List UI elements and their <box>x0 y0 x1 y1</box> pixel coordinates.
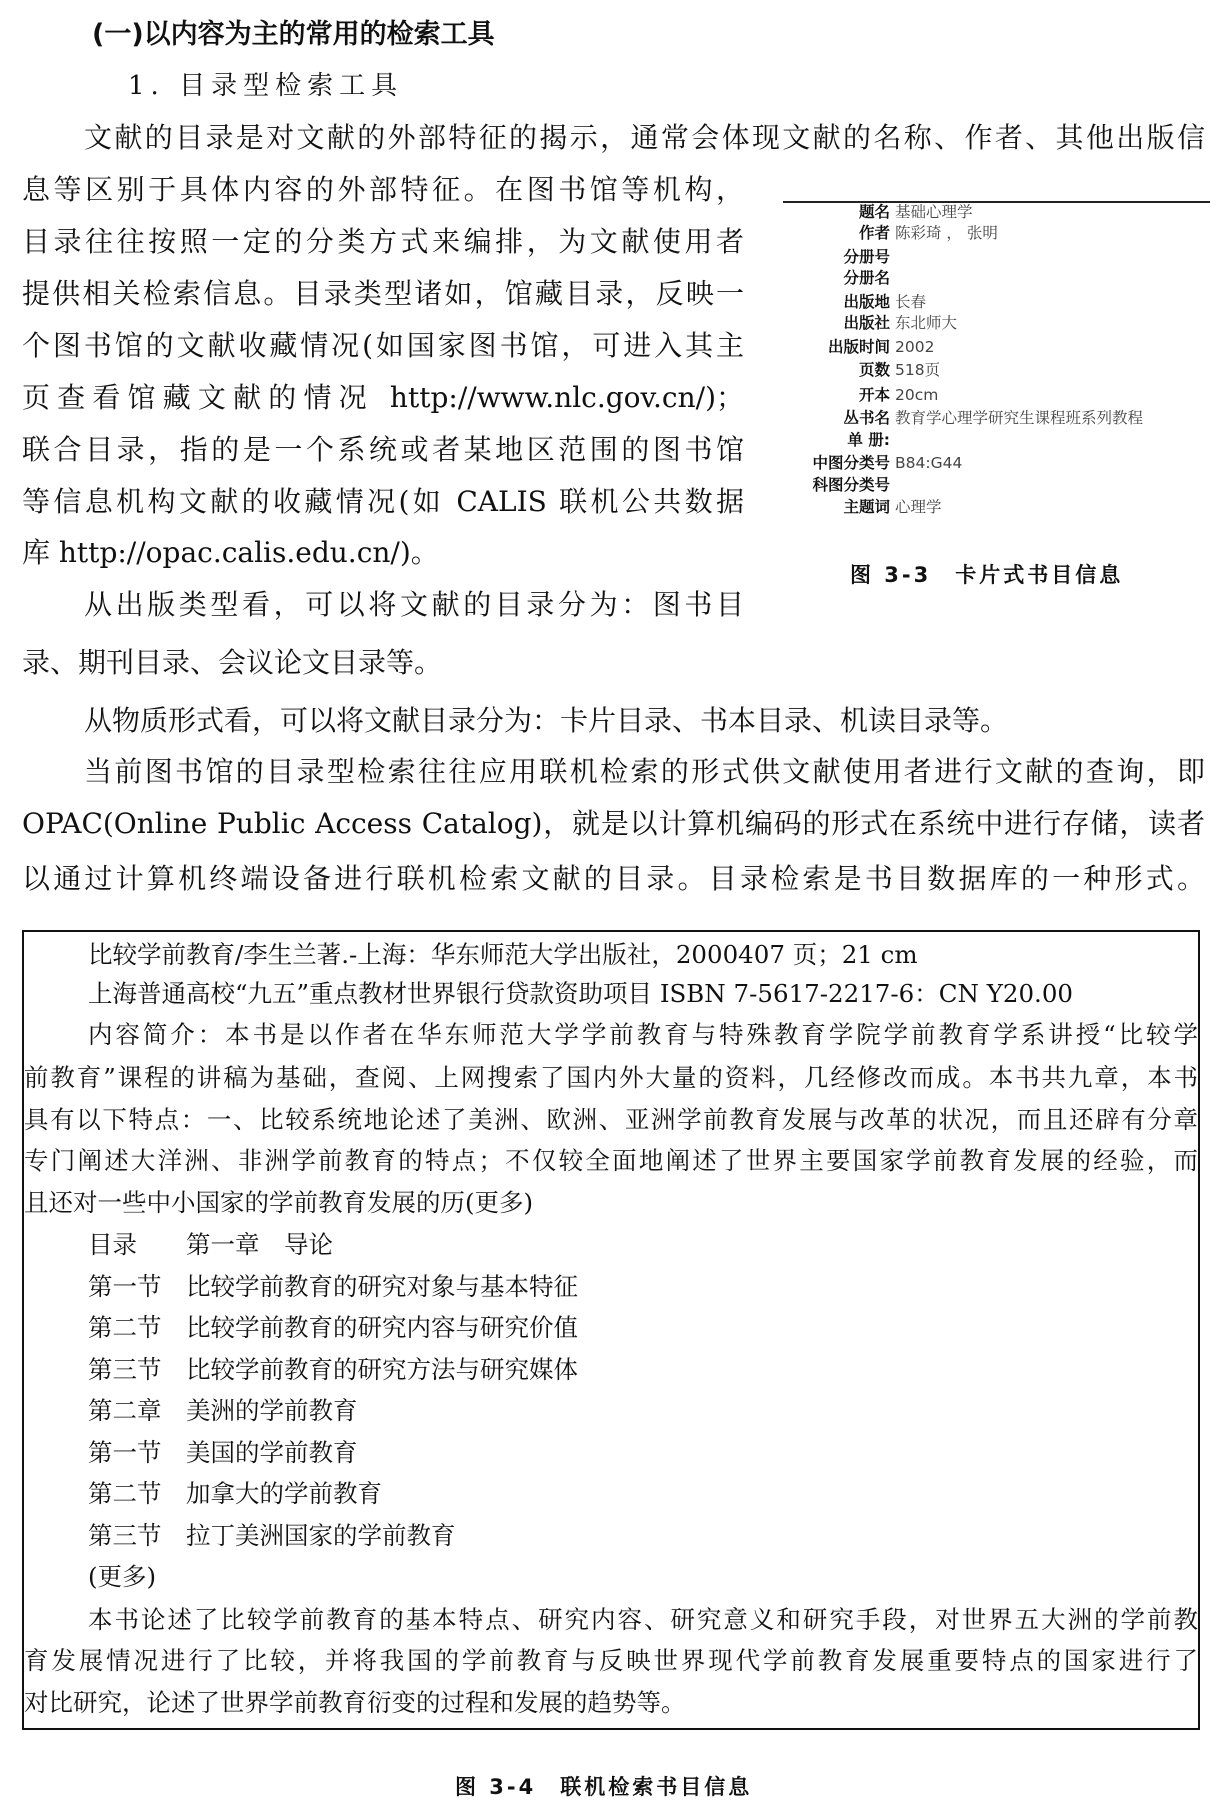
card-field <box>790 360 941 380</box>
card-field <box>790 497 942 517</box>
card-field-value: 基础心理学 <box>895 203 973 221</box>
section-heading: (一)以内容为主的常用的检索工具 <box>92 19 495 50</box>
body-line: OPAC(Online Public Access Catalog)，就是以计算机编码的形式在系统中进行存储，读者 <box>22 807 1205 840</box>
card-field <box>790 430 890 450</box>
body-line: 录、期刊目录、会议论文目录等。 <box>22 646 443 679</box>
card-field-label: 开本 <box>858 386 890 404</box>
subheading: 1. 目录型检索工具 <box>128 71 404 101</box>
body-line: 个图书馆的文献收藏情况(如国家图书馆，可进入其主 <box>22 329 744 362</box>
catalog-record-line: 内容简介：本书是以作者在华东师范大学学前教育与特殊教育学院学前教育学系讲授“比较学 <box>88 1020 1198 1049</box>
catalog-record-line: 第一节 比较学前教育的研究对象与基本特征 <box>88 1272 578 1301</box>
catalog-record-line: 第三节 拉丁美洲国家的学前教育 <box>88 1521 456 1550</box>
card-field-value: 518页 <box>895 361 941 379</box>
body-line: 文献的目录是对文献的外部特征的揭示，通常会体现文献的名称、作者、其他出版信 <box>84 121 1205 154</box>
body-line: 页查看馆藏文献的情况 http://www.nlc.gov.cn/)； <box>22 381 744 414</box>
body-line: 从物质形式看，可以将文献目录分为：卡片目录、书本目录、机读目录等。 <box>84 704 1009 737</box>
catalog-record-line: 第二节 比较学前教育的研究内容与研究价值 <box>88 1313 578 1342</box>
catalog-record-line: 前教育”课程的讲稿为基础，查阅、上网搜索了国内外大量的资料，几经修改而成。本书共九章，本书 <box>24 1063 1198 1092</box>
catalog-record-line: 第一节 美国的学前教育 <box>88 1438 358 1467</box>
card-field-label: 科图分类号 <box>812 476 890 494</box>
catalog-record-line: 具有以下特点：一、比较系统地论述了美洲、欧洲、亚洲学前教育发展与改革的状况，而且还辟有分章 <box>24 1105 1198 1134</box>
card-field <box>790 337 935 357</box>
card-field <box>790 292 927 312</box>
figure-3-4-caption: 图 3-4 联机检索书目信息 <box>455 1775 753 1799</box>
body-line: 息等区别于具体内容的外部特征。在图书馆等机构， <box>22 173 744 206</box>
card-field-label: 分册号 <box>843 248 890 266</box>
catalog-record-line: 对比研究，论述了世界学前教育衍变的过程和发展的趋势等。 <box>24 1688 686 1717</box>
card-field <box>790 453 963 473</box>
catalog-record-line: 上海普通高校“九五”重点教材世界银行贷款资助项目 ISBN 7-5617-2217-6：CN Y20.00 <box>88 979 1074 1008</box>
card-field-label: 题名 <box>858 203 890 221</box>
body-line: 从出版类型看，可以将文献的目录分为：图书目 <box>84 588 744 621</box>
card-field <box>790 268 890 288</box>
card-field-value: B84:G44 <box>895 454 963 472</box>
card-field-label: 丛书名 <box>843 409 890 427</box>
card-field-label: 主题词 <box>843 498 890 516</box>
card-field-label: 页数 <box>858 361 890 379</box>
card-field-label: 作者 <box>858 224 890 242</box>
card-field-label: 出版时间 <box>827 338 890 356</box>
card-field <box>790 202 973 222</box>
figure-3-3-caption: 图 3-3 卡片式书目信息 <box>850 563 1124 587</box>
catalog-record-line: 且还对一些中小国家的学前教育发展的历(更多) <box>24 1188 534 1217</box>
catalog-record-line: 第二章 美洲的学前教育 <box>88 1396 358 1425</box>
card-field-value: 2002 <box>895 338 935 356</box>
catalog-record-line: 第二节 加拿大的学前教育 <box>88 1479 382 1508</box>
card-field <box>790 223 998 243</box>
catalog-record-line: 第三节 比较学前教育的研究方法与研究媒体 <box>88 1355 578 1384</box>
card-field <box>790 475 890 495</box>
card-field <box>790 408 1144 428</box>
card-field-label: 单 册: <box>847 431 890 449</box>
catalog-record-line: 本书论述了比较学前教育的基本特点、研究内容、研究意义和研究手段，对世界五大洲的学前教 <box>88 1605 1198 1634</box>
body-line: 等信息机构文献的收藏情况(如 CALIS 联机公共数据 <box>22 485 744 518</box>
card-field <box>790 385 939 405</box>
card-field-value: 陈彩琦 ， 张明 <box>895 224 998 242</box>
card-field-label: 中图分类号 <box>812 454 890 472</box>
card-field-label: 出版社 <box>843 314 890 332</box>
body-line: 库 http://opac.calis.edu.cn/)。 <box>22 536 439 569</box>
card-field-value: 长春 <box>895 293 927 311</box>
catalog-record-line: 目录 第一章 导论 <box>88 1230 333 1259</box>
catalog-record-line: 专门阐述大洋洲、非洲学前教育的特点；不仅较全面地阐述了世界主要国家学前教育发展的经验，而 <box>24 1146 1198 1175</box>
card-field-label: 分册名 <box>843 269 890 287</box>
card-field-value: 心理学 <box>895 498 942 516</box>
body-line: 当前图书馆的目录型检索往往应用联机检索的形式供文献使用者进行文献的查询，即 <box>84 755 1205 788</box>
card-field-value: 20cm <box>895 386 939 404</box>
body-line: 以通过计算机终端设备进行联机检索文献的目录。目录检索是书目数据库的一种形式。 <box>22 862 1205 895</box>
catalog-record-line: (更多) <box>88 1562 157 1591</box>
online-catalog-figure <box>22 930 1200 1730</box>
card-field-label: 出版地 <box>843 293 890 311</box>
card-field <box>790 313 958 333</box>
catalog-record-line: 比较学前教育/李生兰著.-上海：华东师范大学出版社，2000407 页；21 cm <box>88 940 918 969</box>
catalog-record-line: 育发展情况进行了比较，并将我国的学前教育与反映世界现代学前教育发展重要特点的国家进行了 <box>24 1646 1198 1675</box>
card-field-value: 东北师大 <box>895 314 958 332</box>
body-line: 提供相关检索信息。目录类型诸如，馆藏目录，反映一 <box>22 277 744 310</box>
body-line: 目录往往按照一定的分类方式来编排，为文献使用者 <box>22 225 744 258</box>
card-field <box>790 247 890 267</box>
body-line: 联合目录，指的是一个系统或者某地区范围的图书馆 <box>22 433 744 466</box>
card-field-value: 教育学心理学研究生课程班系列教程 <box>895 409 1144 427</box>
